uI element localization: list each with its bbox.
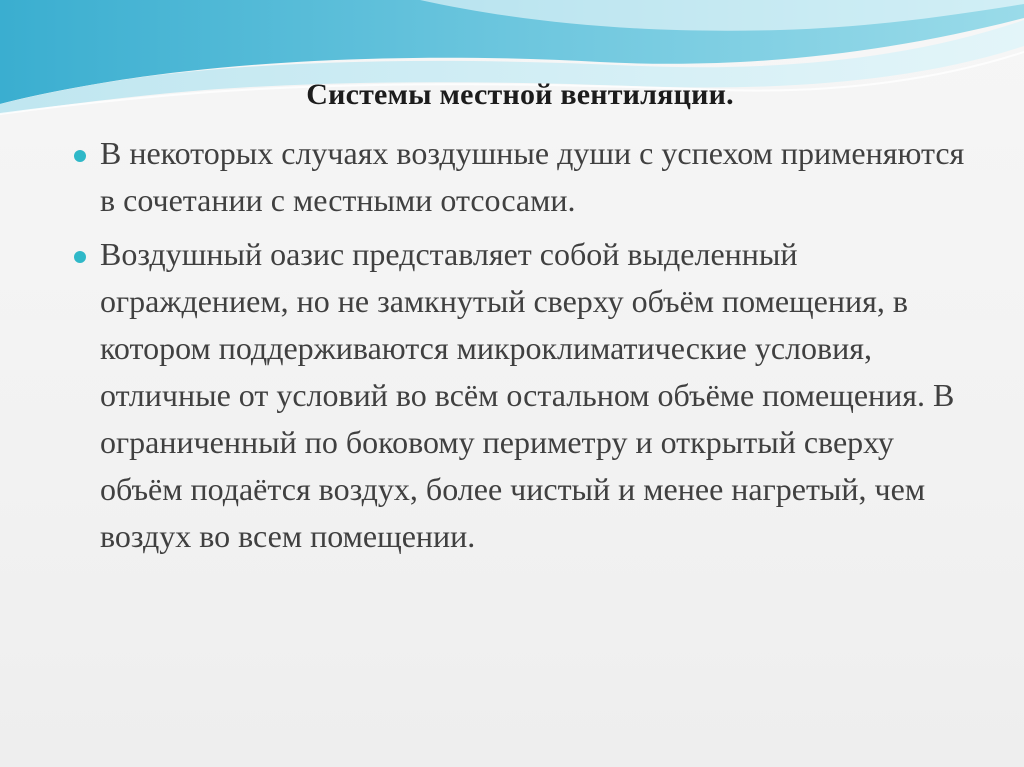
bullet-item (74, 231, 984, 560)
bullet-dot-icon (74, 150, 86, 162)
bullet-text: В некоторых случаях воздушные души с успехом применяются в сочетании с местными отсосами. (100, 135, 965, 218)
slide-title: Системы местной вентиляции. (306, 78, 734, 111)
bullet-list (74, 130, 984, 567)
bullet-item (74, 130, 984, 224)
bullet-dot-icon (74, 251, 86, 263)
bullet-text: Воздушный оазис представляет собой выделенный ограждением, но не замкнутый сверху объём помещения, в котором поддерживаются микроклиматические условия, отличные от условий во всём остальном объёме помещения. В ограниченный по боковому периметру и открытый сверху объём подаётся воздух, более чистый и менее нагретый, чем воздух во всем помещении. (100, 236, 955, 554)
